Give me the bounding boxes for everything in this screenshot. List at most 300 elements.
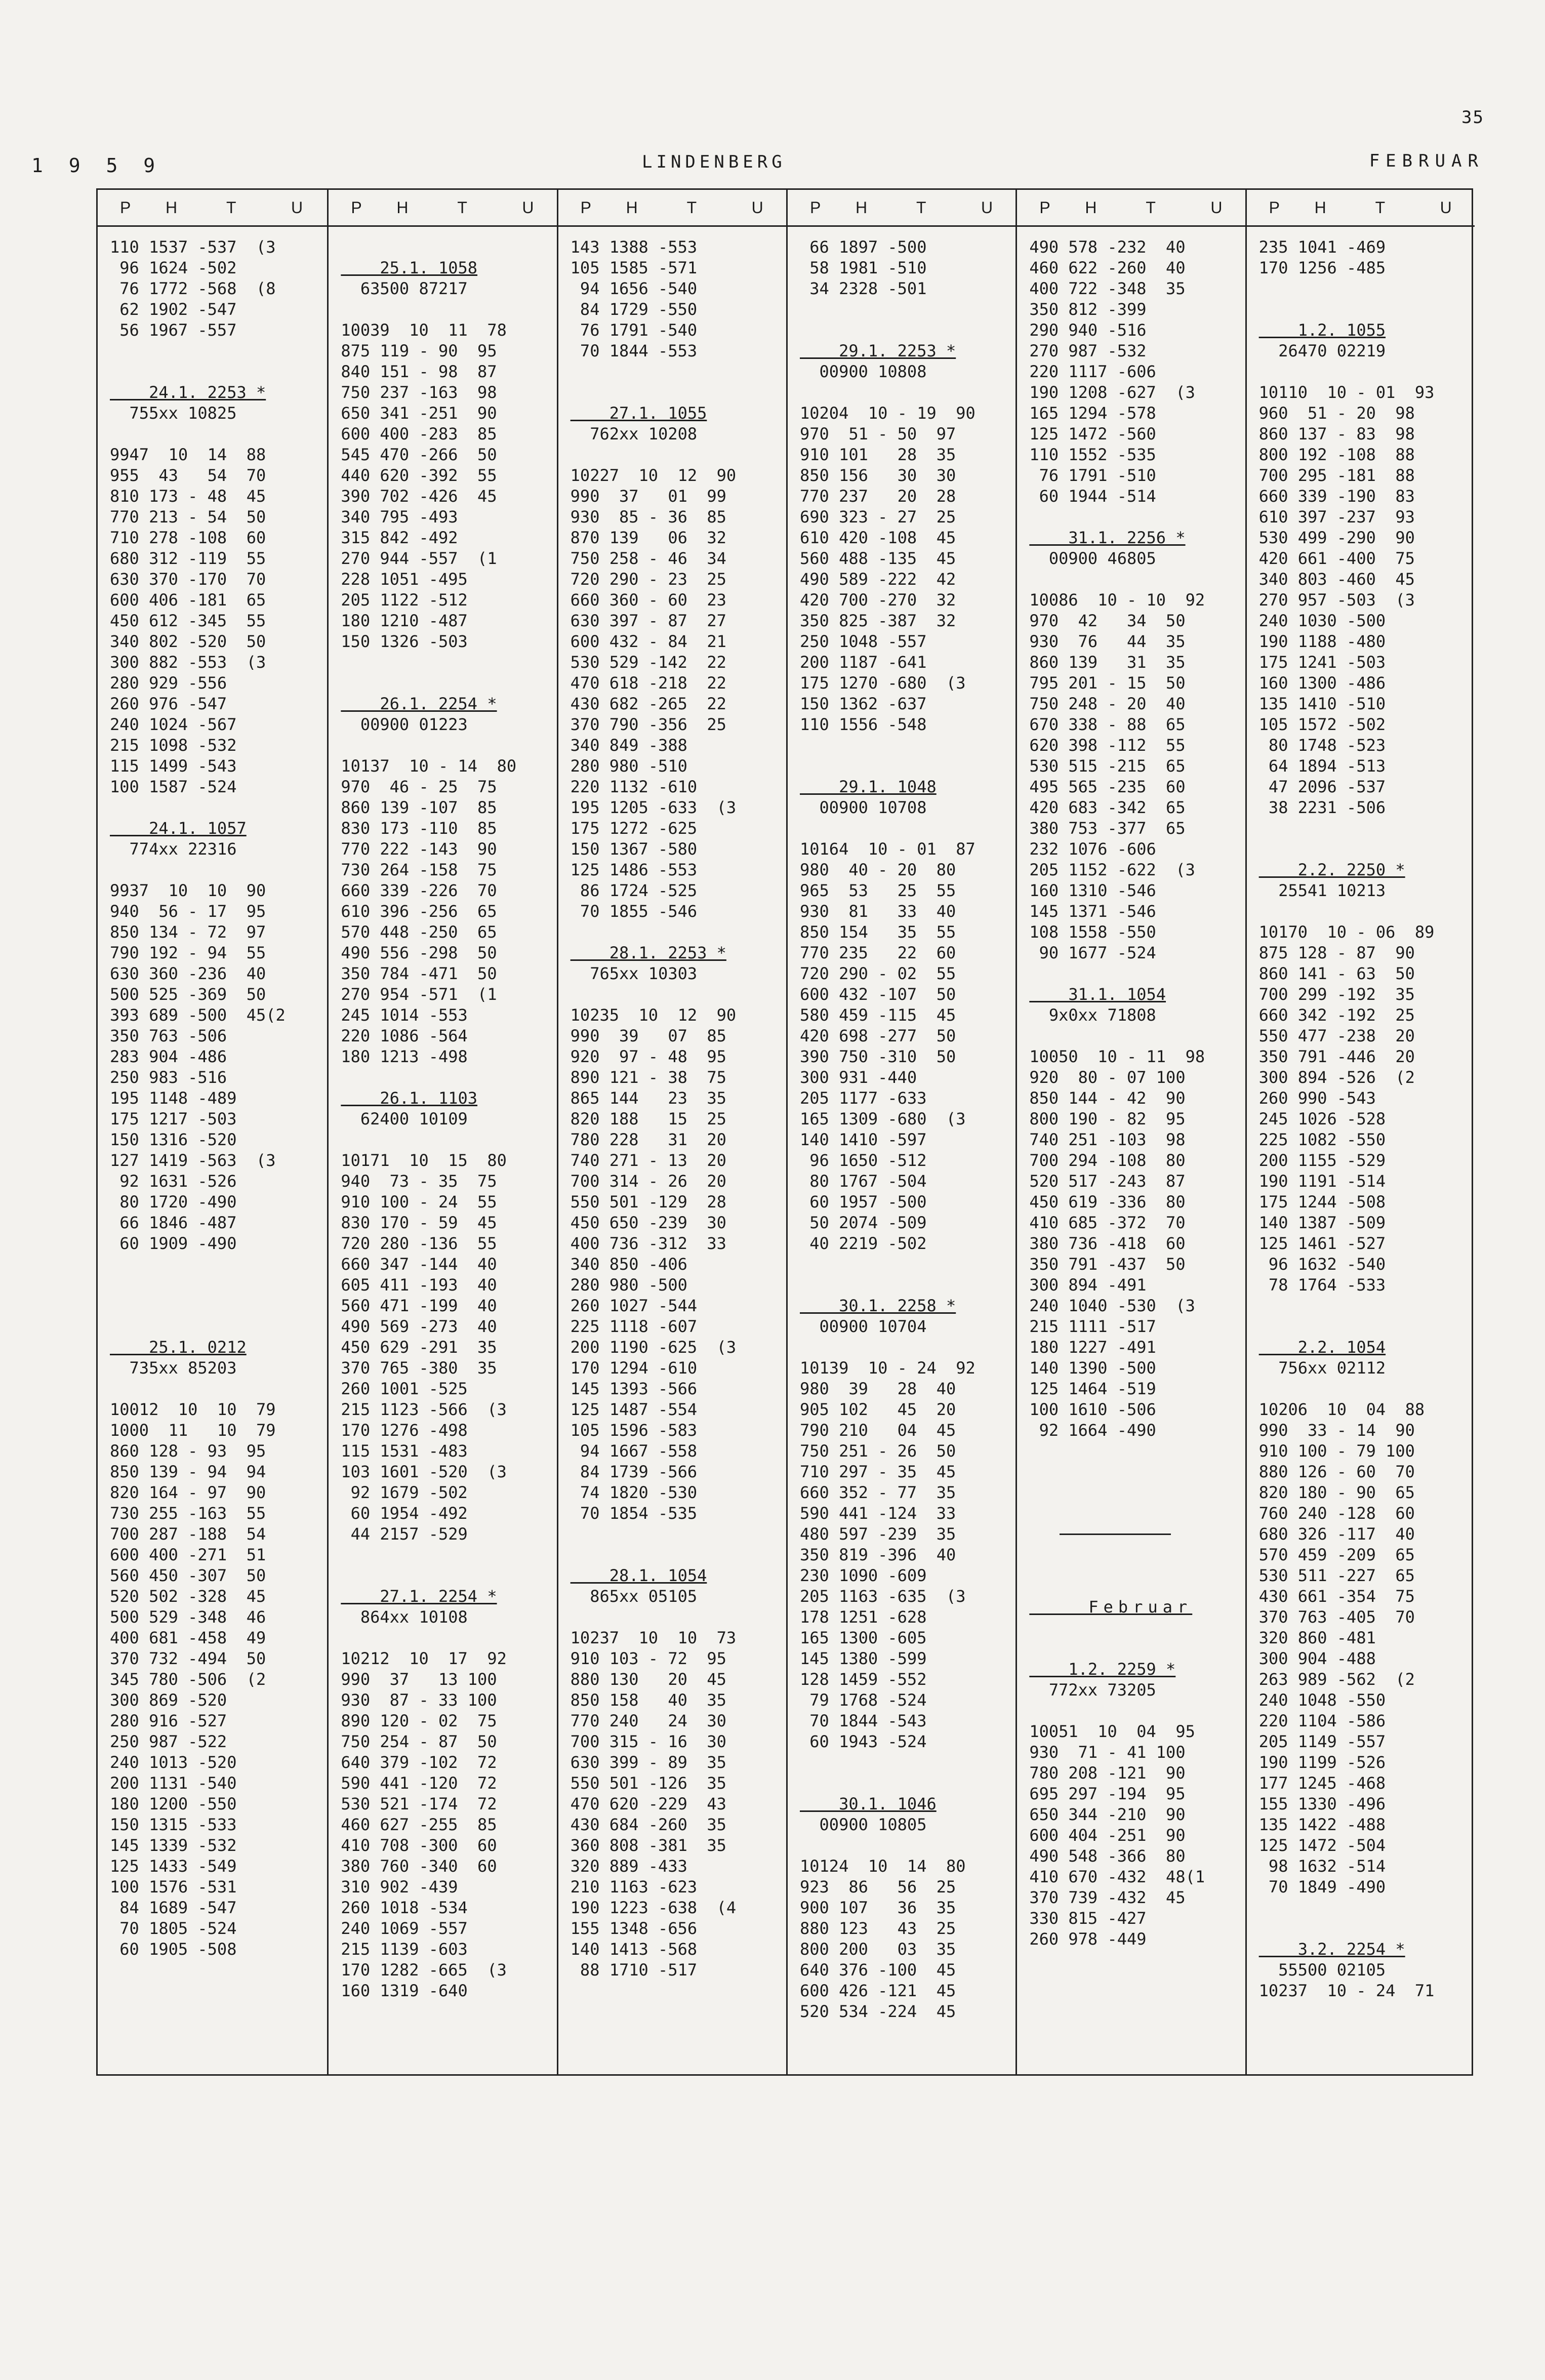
- data-row: 150 1316 -520: [110, 1130, 237, 1149]
- spacer: [800, 735, 1015, 756]
- sounding-title: 25.1. 0212: [110, 1338, 247, 1357]
- data-row: 10164 10 - 01 87: [800, 839, 975, 859]
- column-header-p: P: [1039, 198, 1052, 217]
- data-row: 905 102 45 20: [800, 1400, 956, 1419]
- data-row: 340 803 -460 45: [1258, 570, 1415, 589]
- data-row: 175 1217 -503: [110, 1109, 237, 1128]
- spacer: [800, 818, 1015, 839]
- data-row: 393 689 -500 45(2: [110, 1005, 286, 1025]
- data-row: 630 399 - 89 35: [570, 1753, 726, 1772]
- data-row: 490 556 -298 50: [341, 943, 497, 962]
- column-header-t: T: [686, 198, 699, 217]
- data-row: 940 56 - 17 95: [110, 902, 266, 921]
- sounding-title: 28.1. 2253 *: [570, 943, 726, 962]
- spacer: [1259, 1898, 1475, 1918]
- data-row: 770 213 - 54 50: [110, 507, 266, 527]
- data-row: 84 1729 -550: [570, 300, 698, 319]
- sounding-title: 30.1. 2258 *: [800, 1296, 956, 1315]
- sounding-title: 2.2. 2250 *: [1258, 860, 1405, 879]
- data-row: 390 702 -426 45: [341, 487, 497, 506]
- data-row: 765xx 10303: [570, 964, 698, 983]
- data-row: 103 1601 -520 (3: [341, 1462, 507, 1481]
- data-row: 178 1251 -628: [800, 1607, 927, 1627]
- data-row: 26470 02219: [1258, 341, 1386, 360]
- spacer: [1259, 299, 1475, 320]
- data-row: 280 929 -556: [110, 673, 227, 693]
- column-header-u: U: [1440, 198, 1454, 217]
- data-row: 190 1191 -514: [1258, 1172, 1386, 1191]
- data-row: 350 763 -506: [110, 1026, 227, 1045]
- data-row: 215 1123 -566 (3: [341, 1400, 507, 1419]
- spacer: [341, 237, 556, 258]
- column-header-h: H: [1085, 198, 1099, 217]
- sounding-title: 2.2. 1054: [1258, 1338, 1386, 1357]
- data-row: 700 315 - 16 30: [570, 1732, 726, 1751]
- data-row: 980 39 28 40: [800, 1379, 956, 1398]
- spacer: [1029, 1026, 1245, 1046]
- data-row: 340 849 -388: [570, 736, 687, 755]
- data-row: 96 1624 -502: [110, 258, 237, 277]
- column-header: [98, 190, 327, 227]
- data-row: 600 406 -181 65: [110, 590, 266, 610]
- data-row: 490 548 -366 80: [1029, 1846, 1186, 1866]
- data-row: 10050 10 - 11 98: [1029, 1047, 1205, 1066]
- data-row: 720 290 - 23 25: [570, 570, 726, 589]
- data-row: 155 1348 -656: [570, 1919, 698, 1938]
- data-row: 10227 10 12 90: [570, 466, 737, 485]
- data-row: 165 1309 -680 (3: [800, 1109, 966, 1128]
- data-row: 145 1380 -599: [800, 1649, 927, 1668]
- data-row: 600 432 -107 50: [800, 985, 956, 1004]
- month-section-label: Februar: [1029, 1597, 1193, 1617]
- data-row: 62 1902 -547: [110, 300, 237, 319]
- data-row: 460 627 -255 85: [341, 1815, 497, 1834]
- spacer: [800, 1835, 1015, 1856]
- column-header: [558, 190, 786, 227]
- data-row: 10235 10 12 90: [570, 1005, 737, 1025]
- data-row: 56 1967 -557: [110, 320, 237, 340]
- data-row: 110 1537 -537 (3: [110, 237, 276, 257]
- data-row: 865 144 23 35: [570, 1088, 726, 1108]
- data-row: 62400 10109: [341, 1109, 468, 1128]
- data-row: 620 398 -112 55: [1029, 736, 1186, 755]
- spacer: [800, 1254, 1015, 1275]
- spacer: [800, 299, 1015, 320]
- data-row: 200 1190 -625 (3: [570, 1338, 737, 1357]
- data-row: 500 525 -369 50: [110, 985, 266, 1004]
- data-row: 74 1820 -530: [570, 1483, 698, 1502]
- data-row: 420 698 -277 50: [800, 1026, 956, 1045]
- data-row: 96 1650 -512: [800, 1151, 927, 1170]
- data-row: 125 1464 -519: [1029, 1379, 1156, 1398]
- data-row: 480 597 -239 35: [800, 1524, 956, 1544]
- data-row: 930 85 - 36 85: [570, 507, 726, 527]
- column-header-p: P: [351, 198, 364, 217]
- data-row: 170 1276 -498: [341, 1421, 468, 1440]
- data-row: 220 1117 -606: [1029, 362, 1156, 381]
- data-row: 60 1943 -524: [800, 1732, 927, 1751]
- spacer: [1259, 1316, 1475, 1337]
- spacer: [110, 860, 327, 880]
- spacer: [110, 361, 327, 382]
- data-row: 370 739 -432 45: [1029, 1888, 1186, 1907]
- data-row: 60 1954 -492: [341, 1504, 468, 1523]
- column-header: [1247, 190, 1475, 227]
- data-row: 660 339 -226 70: [341, 881, 497, 900]
- data-row: 420 683 -342 65: [1029, 798, 1186, 817]
- data-row: 756xx 02112: [1258, 1358, 1386, 1378]
- data-row: 00900 10805: [800, 1815, 927, 1834]
- data-row: 550 501 -129 28: [570, 1192, 726, 1212]
- data-row: 880 123 43 25: [800, 1919, 956, 1938]
- data-row: 175 1270 -680 (3: [800, 673, 966, 693]
- data-row: 710 278 -108 60: [110, 528, 266, 547]
- sounding-title: 26.1. 2254 *: [341, 694, 497, 713]
- data-row: 135 1422 -488: [1258, 1815, 1386, 1834]
- data-row: 47 2096 -537: [1258, 777, 1386, 796]
- data-row: 630 370 -170 70: [110, 570, 266, 589]
- data-row: 200 1155 -529: [1258, 1151, 1386, 1170]
- data-row: 195 1148 -489: [110, 1088, 237, 1108]
- data-row: 735xx 85203: [110, 1358, 237, 1378]
- data-row: 34 2328 -501: [800, 279, 927, 298]
- data-row: 63500 87217: [341, 279, 468, 298]
- data-row: 310 902 -439: [341, 1877, 458, 1897]
- spacer: [800, 1773, 1015, 1794]
- data-row: 245 1014 -553: [341, 1005, 468, 1025]
- sounding-title: 27.1. 1055: [570, 404, 707, 423]
- data-row: 250 1048 -557: [800, 632, 927, 651]
- station-header: LINDENBERG: [642, 152, 786, 172]
- column-header-h: H: [166, 198, 180, 217]
- data-row: 10237 10 - 24 71: [1258, 1981, 1435, 2000]
- data-row: 630 397 - 87 27: [570, 611, 726, 630]
- data-row: 930 76 44 35: [1029, 632, 1186, 651]
- spacer: [571, 1607, 786, 1628]
- data-row: 00900 10808: [800, 362, 927, 381]
- data-row: 300 894 -491: [1029, 1275, 1147, 1295]
- data-row: 830 173 -110 85: [341, 819, 497, 838]
- spacer: [341, 652, 556, 673]
- data-row: 240 1040 -530 (3: [1029, 1296, 1195, 1315]
- sounding-title: 28.1. 1054: [570, 1566, 707, 1585]
- sounding-title: 26.1. 1103: [341, 1088, 478, 1108]
- spacer: [341, 1545, 556, 1565]
- column-header-t: T: [226, 198, 238, 217]
- data-row: 320 889 -433: [570, 1857, 687, 1876]
- data-row: 200 1131 -540: [110, 1773, 237, 1793]
- data-row: 590 441 -124 33: [800, 1504, 956, 1523]
- data-row: 25541 10213: [1258, 881, 1386, 900]
- column-header-u: U: [291, 198, 305, 217]
- table-column-4: [786, 190, 1015, 2074]
- data-row: 830 170 - 59 45: [341, 1213, 497, 1232]
- data-row: 380 753 -377 65: [1029, 819, 1186, 838]
- data-row: 300 904 -488: [1258, 1649, 1376, 1668]
- data-row: 520 502 -328 45: [110, 1587, 266, 1606]
- data-row: 1000 11 10 79: [110, 1421, 276, 1440]
- data-row: 100 1610 -506: [1029, 1400, 1156, 1419]
- data-row: 170 1294 -610: [570, 1358, 698, 1378]
- sounding-title: 30.1. 1046: [800, 1794, 937, 1813]
- data-row: 680 312 -119 55: [110, 549, 266, 568]
- data-row: 200 1187 -641: [800, 653, 927, 672]
- column-header: [1017, 190, 1245, 227]
- column-header: [329, 190, 556, 227]
- data-row: 970 51 - 50 97: [800, 424, 956, 443]
- data-row: 84 1739 -566: [570, 1462, 698, 1481]
- data-row: 170 1282 -665 (3: [341, 1960, 507, 1980]
- data-row: 930 71 - 41 100: [1029, 1743, 1186, 1762]
- spacer: [1029, 507, 1245, 528]
- data-row: 345 780 -506 (2: [110, 1670, 266, 1689]
- data-row: 235 1041 -469: [1258, 237, 1386, 257]
- data-row: 240 1030 -500: [1258, 611, 1386, 630]
- data-row: 420 661 -400 75: [1258, 549, 1415, 568]
- sounding-title: 3.2. 2254 *: [1258, 1940, 1405, 1959]
- data-row: 700 299 -192 35: [1258, 985, 1415, 1004]
- data-row: 800 192 -108 88: [1258, 445, 1415, 464]
- data-row: 60 1905 -508: [110, 1940, 237, 1959]
- data-row: 390 750 -310 50: [800, 1047, 956, 1066]
- data-row: 520 534 -224 45: [800, 2002, 956, 2021]
- column-header-u: U: [522, 198, 536, 217]
- data-row: 560 471 -199 40: [341, 1296, 497, 1315]
- spacer: [571, 1524, 786, 1545]
- data-row: 205 1122 -512: [341, 590, 468, 610]
- data-row: 115 1531 -483: [341, 1441, 468, 1461]
- data-row: 205 1149 -557: [1258, 1732, 1386, 1751]
- data-row: 410 685 -372 70: [1029, 1213, 1186, 1232]
- data-row: 920 97 - 48 95: [570, 1047, 726, 1066]
- spacer: [341, 299, 556, 320]
- data-row: 00900 10708: [800, 798, 927, 817]
- data-row: 770 237 20 28: [800, 487, 956, 506]
- data-row: 115 1499 -543: [110, 756, 237, 776]
- data-row: 280 916 -527: [110, 1711, 227, 1730]
- data-row: 165 1294 -578: [1029, 404, 1156, 423]
- data-row: 10137 10 - 14 80: [341, 756, 517, 776]
- data-row: 280 980 -510: [570, 756, 687, 776]
- spacer: [341, 673, 556, 694]
- data-row: 850 139 - 94 94: [110, 1462, 266, 1481]
- data-row: 70 1805 -524: [110, 1919, 237, 1938]
- data-row: 740 271 - 13 20: [570, 1151, 726, 1170]
- data-row: 430 682 -265 22: [570, 694, 726, 713]
- data-row: 92 1664 -490: [1029, 1421, 1156, 1440]
- data-row: 105 1585 -571: [570, 258, 698, 277]
- data-row: 530 515 -215 65: [1029, 756, 1186, 776]
- spacer: [800, 756, 1015, 777]
- data-row: 125 1433 -549: [110, 1857, 237, 1876]
- data-row: 140 1413 -568: [570, 1940, 698, 1959]
- data-row: 330 815 -427: [1029, 1909, 1147, 1928]
- data-row: 840 151 - 98 87: [341, 362, 497, 381]
- spacer: [1029, 963, 1245, 984]
- spacer: [110, 424, 327, 445]
- data-row: 820 188 15 25: [570, 1109, 726, 1128]
- data-row: 175 1272 -625: [570, 819, 698, 838]
- month-header: FEBRUAR: [1369, 151, 1484, 171]
- data-row: 860 128 - 93 95: [110, 1441, 266, 1461]
- data-row: 225 1082 -550: [1258, 1130, 1386, 1149]
- data-row: 660 352 - 77 35: [800, 1483, 956, 1502]
- data-row: 9947 10 14 88: [110, 445, 266, 464]
- data-row: 670 338 - 88 65: [1029, 715, 1186, 734]
- data-row: 545 470 -266 50: [341, 445, 497, 464]
- data-row: 570 459 -209 65: [1258, 1545, 1415, 1564]
- data-row: 810 173 - 48 45: [110, 487, 266, 506]
- data-row: 865xx 05105: [570, 1587, 698, 1606]
- data-row: 260 976 -547: [110, 694, 227, 713]
- column-header-u: U: [981, 198, 995, 217]
- data-row: 790 192 - 94 55: [110, 943, 266, 962]
- data-row: 50 2074 -509: [800, 1213, 927, 1232]
- data-row: 790 210 04 45: [800, 1421, 956, 1440]
- data-row: 340 795 -493: [341, 507, 458, 527]
- data-row: 55500 02105: [1258, 1960, 1386, 1980]
- data-row: 520 517 -243 87: [1029, 1172, 1186, 1191]
- spacer: [1259, 901, 1475, 922]
- data-row: 960 51 - 20 98: [1258, 404, 1415, 423]
- data-row: 610 396 -256 65: [341, 902, 497, 921]
- data-row: 84 1689 -547: [110, 1898, 237, 1917]
- data-row: 76 1772 -568 (8: [110, 279, 276, 298]
- data-row: 00900 10704: [800, 1317, 927, 1336]
- data-row: 270 987 -532: [1029, 341, 1147, 360]
- data-row: 690 323 - 27 25: [800, 507, 956, 527]
- data-row: 105 1572 -502: [1258, 715, 1386, 734]
- data-row: 500 529 -348 46: [110, 1607, 266, 1627]
- data-row: 145 1371 -546: [1029, 902, 1156, 921]
- data-row: 175 1244 -508: [1258, 1192, 1386, 1212]
- data-row: 180 1227 -491: [1029, 1338, 1156, 1357]
- data-row: 772xx 73205: [1029, 1680, 1156, 1700]
- data-row: 350 791 -446 20: [1258, 1047, 1415, 1066]
- page-number: 35: [1461, 107, 1484, 128]
- column-header-p: P: [810, 198, 823, 217]
- data-row: 205 1177 -633: [800, 1088, 927, 1108]
- table-column-6: [1245, 190, 1475, 2074]
- data-row: 600 400 -271 51: [110, 1545, 266, 1564]
- data-row: 470 620 -229 43: [570, 1794, 726, 1813]
- data-row: 740 251 -103 98: [1029, 1130, 1186, 1149]
- data-row: 92 1679 -502: [341, 1483, 468, 1502]
- data-row: 970 46 - 25 75: [341, 777, 497, 796]
- data-row: 990 39 07 85: [570, 1026, 726, 1045]
- spacer: [571, 984, 786, 1005]
- column-header-t: T: [1146, 198, 1158, 217]
- table-column-3: [557, 190, 786, 2074]
- data-row: 270 957 -503 (3: [1258, 590, 1415, 610]
- data-row: 420 700 -270 32: [800, 590, 956, 610]
- data-row: 125 1487 -554: [570, 1400, 698, 1419]
- data-row: 600 432 - 84 21: [570, 632, 726, 651]
- data-row: 150 1367 -580: [570, 839, 698, 859]
- data-row: 380 760 -340 60: [341, 1857, 497, 1876]
- data-row: 76 1791 -540: [570, 320, 698, 340]
- data-row: 250 987 -522: [110, 1732, 227, 1751]
- spacer: [1029, 1482, 1245, 1503]
- sounding-title: 29.1. 1048: [800, 777, 937, 796]
- divider: [1060, 1523, 1171, 1535]
- data-row: 820 180 - 90 65: [1258, 1483, 1415, 1502]
- spacer: [110, 1275, 327, 1296]
- data-row: 320 860 -481: [1258, 1628, 1376, 1647]
- data-row: 79 1768 -524: [800, 1690, 927, 1710]
- data-row: 850 158 40 35: [570, 1690, 726, 1710]
- data-row: 110 1556 -548: [800, 715, 927, 734]
- spacer: [1259, 839, 1475, 860]
- data-row: 10212 10 17 92: [341, 1649, 507, 1668]
- data-row: 880 130 20 45: [570, 1670, 726, 1689]
- data-row: 770 240 24 30: [570, 1711, 726, 1730]
- column-header-h: H: [1314, 198, 1328, 217]
- year-header: 1 9 5 9: [31, 154, 162, 177]
- table-column-1: [98, 190, 327, 2074]
- data-row: 410 670 -432 48(1: [1029, 1867, 1205, 1886]
- spacer: [110, 1316, 327, 1337]
- data-row: 40 2219 -502: [800, 1234, 927, 1253]
- column-header-u: U: [1210, 198, 1225, 217]
- data-row: 864xx 10108: [341, 1607, 468, 1627]
- data-row: 10237 10 10 73: [570, 1628, 737, 1647]
- data-row: 260 990 -543: [1258, 1088, 1376, 1108]
- data-row: 140 1410 -597: [800, 1130, 927, 1149]
- column-header: [788, 190, 1015, 227]
- data-row: 340 850 -406: [570, 1255, 687, 1274]
- data-row: 750 248 - 20 40: [1029, 694, 1186, 713]
- data-row: 70 1849 -490: [1258, 1877, 1386, 1897]
- column-header-t: T: [457, 198, 469, 217]
- data-row: 730 264 -158 75: [341, 860, 497, 879]
- data-row: 370 765 -380 35: [341, 1358, 497, 1378]
- data-row: 125 1472 -504: [1258, 1836, 1386, 1855]
- data-row: 850 156 30 30: [800, 466, 956, 485]
- data-row: 210 1163 -623: [570, 1877, 698, 1897]
- data-row: 230 1090 -609: [800, 1566, 927, 1585]
- data-row: 94 1667 -558: [570, 1441, 698, 1461]
- data-row: 300 869 -520: [110, 1690, 227, 1710]
- data-row: 560 488 -135 45: [800, 549, 956, 568]
- data-row: 370 732 -494 50: [110, 1649, 266, 1668]
- data-row: 150 1315 -533: [110, 1815, 237, 1834]
- data-row: 910 100 - 79 100: [1258, 1441, 1415, 1461]
- data-row: 105 1596 -583: [570, 1421, 698, 1440]
- column-header-t: T: [916, 198, 928, 217]
- spacer: [1259, 1296, 1475, 1316]
- data-row: 610 420 -108 45: [800, 528, 956, 547]
- spacer: [110, 1379, 327, 1399]
- data-row: 76 1791 -510: [1029, 466, 1156, 485]
- data-row: 580 459 -115 45: [800, 1005, 956, 1025]
- data-row: 380 736 -418 60: [1029, 1234, 1186, 1253]
- spacer: [110, 1296, 327, 1316]
- data-row: 750 258 - 46 34: [570, 549, 726, 568]
- data-row: 800 190 - 82 95: [1029, 1109, 1186, 1128]
- data-row: 155 1330 -496: [1258, 1794, 1386, 1813]
- data-row: 190 1188 -480: [1258, 632, 1386, 651]
- data-row: 70 1854 -535: [570, 1504, 698, 1523]
- data-row: 350 784 -471 50: [341, 964, 497, 983]
- data-row: 650 341 -251 90: [341, 404, 497, 423]
- data-row: 240 1069 -557: [341, 1919, 468, 1938]
- data-row: 350 825 -387 32: [800, 611, 956, 630]
- spacer: [1029, 1576, 1245, 1597]
- data-row: 630 360 -236 40: [110, 964, 266, 983]
- data-row: 400 722 -348 35: [1029, 279, 1186, 298]
- data-row: 980 40 - 20 80: [800, 860, 956, 879]
